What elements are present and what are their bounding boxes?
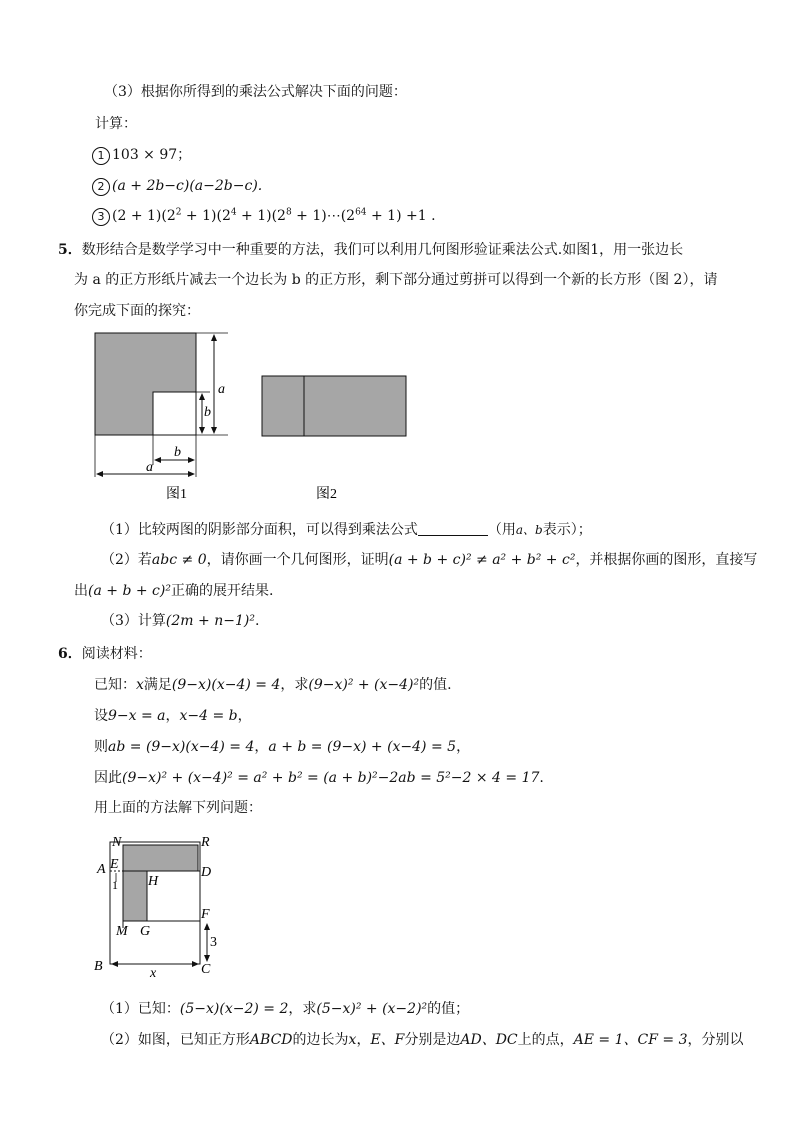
item-3-expr-part: + 1)(2 [236,208,286,224]
q6-text: 因此 [94,770,122,786]
q5-line-2: 为 a 的正方形纸片减去一个边长为 b 的正方形，剩下部分通过剪拼可以得到一个新的长方形（图 2），请 [74,272,718,288]
q5-sub3-math: (2m + n−1)² [165,613,255,629]
q6-so [94,769,544,787]
q5-line-1 [58,241,683,259]
q6-math: ab = (9−x)(x−4) = 4 [108,739,255,755]
fig1-label-b-bottom: b [174,445,181,460]
item-2-expr: (a + 2b−c)(a−2b−c). [112,178,263,194]
q5-sub1 [101,521,592,539]
q5-sub2-text: ，并根据你画的图形，直接写 [575,552,758,568]
q6-text: ， [237,708,252,724]
q5-sub2-text: 正确的展开结果. [170,583,274,599]
q6-let [94,707,252,725]
q6-sub2-text: 上的点， [517,1032,574,1048]
q6-sub1-text: （1）已知： [101,1001,180,1017]
part3-item-1 [92,146,191,165]
fig2-caption: 图2 [316,487,337,502]
q6-text: 已知： [94,677,136,693]
q6-sub2-math: x [348,1032,357,1048]
q6-text: . [539,770,544,786]
item-3-expr-part: (2 + 1)(2 [112,208,176,224]
q6-text: ，求 [280,677,309,693]
circled-number-2: 2 [92,178,110,196]
q6-math: (9−x)² + (x−4)² [308,677,420,693]
label-D: D [201,865,212,880]
label-B: B [94,959,103,974]
q5-sub2-math: (a + b + c)² [88,583,171,599]
q5-sub2-line1 [101,551,757,569]
circled-number-1: 1 [92,147,110,165]
q6-math: 9−x = a [108,708,166,724]
item-3-expr-part: + 1)(2 [181,208,231,224]
label-C: C [201,962,211,977]
item-3-expr-part: + 1) +1 . [366,208,436,224]
q5-text: 数形结合是数学学习中一种重要的方法，我们可以利用几何图形验证乘法公式.如图1，用一张边长 [81,242,684,258]
q6-text: ， [165,708,180,724]
q6-sub2-text: ， [356,1032,371,1048]
fig1-caption: 图1 [166,487,187,502]
q5-sub1-text: （用 [487,522,516,538]
part3-item-2 [92,177,262,196]
label-M: M [116,924,128,939]
q6-text: ， [254,739,269,755]
part3-item-3 [92,207,436,226]
q6-sub2-math: AD、DC [460,1032,518,1048]
item-1-expr: 103 × 97； [112,147,192,163]
q5-sub2-math: abc ≠ 0 [151,552,207,568]
q6-math: x [136,677,144,693]
item-3-exp: 64 [355,207,367,218]
item-3-expr-part: + 1)⋯(2 [291,208,356,224]
q6-math: x−4 = b [179,708,238,724]
label-H: H [148,874,159,889]
q6-title: 阅读材料： [81,646,152,662]
q5-sub3-text: （3）计算 [101,613,166,629]
q6-text: 满足 [143,677,172,693]
label-x: x [150,966,157,981]
q6-then [94,738,470,756]
q5-line-3: 你完成下面的探究： [74,303,200,319]
q5-sub3-text: . [254,613,260,629]
q6-sub2-math: E、F [370,1032,405,1048]
fig1-label-a-right: a [218,382,225,397]
label-A: A [97,862,106,877]
q6-sub2-math: ABCD [249,1032,293,1048]
q6-known [94,676,452,694]
q5-sub1-vars: a、b [515,523,543,537]
label-N: N [112,835,122,850]
fig1-label-b-right: b [204,405,211,420]
fig1-small-square [153,392,196,435]
q5-sub1-text: 表示）； [542,522,592,538]
q5-figures [0,325,794,525]
q6-text: ， [456,739,471,755]
part3-intro: （3）根据你所得到的乘法公式解决下面的问题： [104,84,407,100]
shaded-left-rect [123,871,147,921]
q5-sub2-line2 [74,582,273,600]
circled-number-3: 3 [92,208,110,226]
q5-sub2-text: 出 [74,583,88,599]
q5-number: 5． [58,242,82,258]
q6-sub1-text: ，求 [288,1001,317,1017]
q6-text: 设 [94,708,108,724]
q6-sub2-text: 分别是边 [404,1032,461,1048]
q5-sub3 [101,612,259,630]
q6-math: a + b = (9−x) + (x−4) = 5 [268,739,457,755]
fig2-rectangle [262,376,406,436]
item-3-exp: 8 [285,207,292,218]
answer-blank[interactable] [418,521,488,536]
q5-sub1-text: （1）比较两图的阴影部分面积，可以得到乘法公式 [101,522,418,538]
q6-math: (9−x)(x−4) = 4 [171,677,281,693]
q6-text: 的值. [419,677,452,693]
q6-sub1-math: (5−x)² + (x−2)² [316,1001,428,1017]
q6-text: 则 [94,739,108,755]
q6-sub1-math: (5−x)(x−2) = 2 [179,1001,289,1017]
label-R: R [201,835,210,850]
q6-sub2 [101,1031,744,1049]
q5-sub2-math: (a + b + c)² ≠ a² + b² + c² [388,552,576,568]
q5-sub2-text: ，请你画一个几何图形，证明 [206,552,389,568]
q6-title-line [58,645,152,663]
label-F: F [201,907,210,922]
label-E: E [110,857,119,872]
q6-sub2-text: ，分别以 [687,1032,744,1048]
shaded-top-rect [123,845,198,871]
q6-sub2-text: 的边长为 [292,1032,349,1048]
q6-sub1 [101,1000,469,1018]
q6-sub2-math: AE = 1、CF = 3 [573,1032,688,1048]
label-3: 3 [210,935,217,950]
item-3-exp: 2 [175,207,182,218]
q6-sub1-text: 的值； [427,1001,470,1017]
item-3-exp: 4 [230,207,237,218]
q6-math: (9−x)² + (x−4)² = a² + b² = (a + b)²−2ab = 5²−2 × 4 = 17 [122,770,540,786]
q6-figure [90,828,250,988]
fig1-label-a-bottom: a [146,460,153,475]
part3-calc-label: 计算： [95,116,137,132]
label-G: G [140,924,151,939]
q6-number: 6． [58,646,82,662]
label-1: 1 [112,878,118,892]
q6-use: 用上面的方法解下列问题： [94,800,262,816]
q6-sub2-text: （2）如图，已知正方形 [101,1032,250,1048]
q5-sub2-text: （2）若 [101,552,152,568]
